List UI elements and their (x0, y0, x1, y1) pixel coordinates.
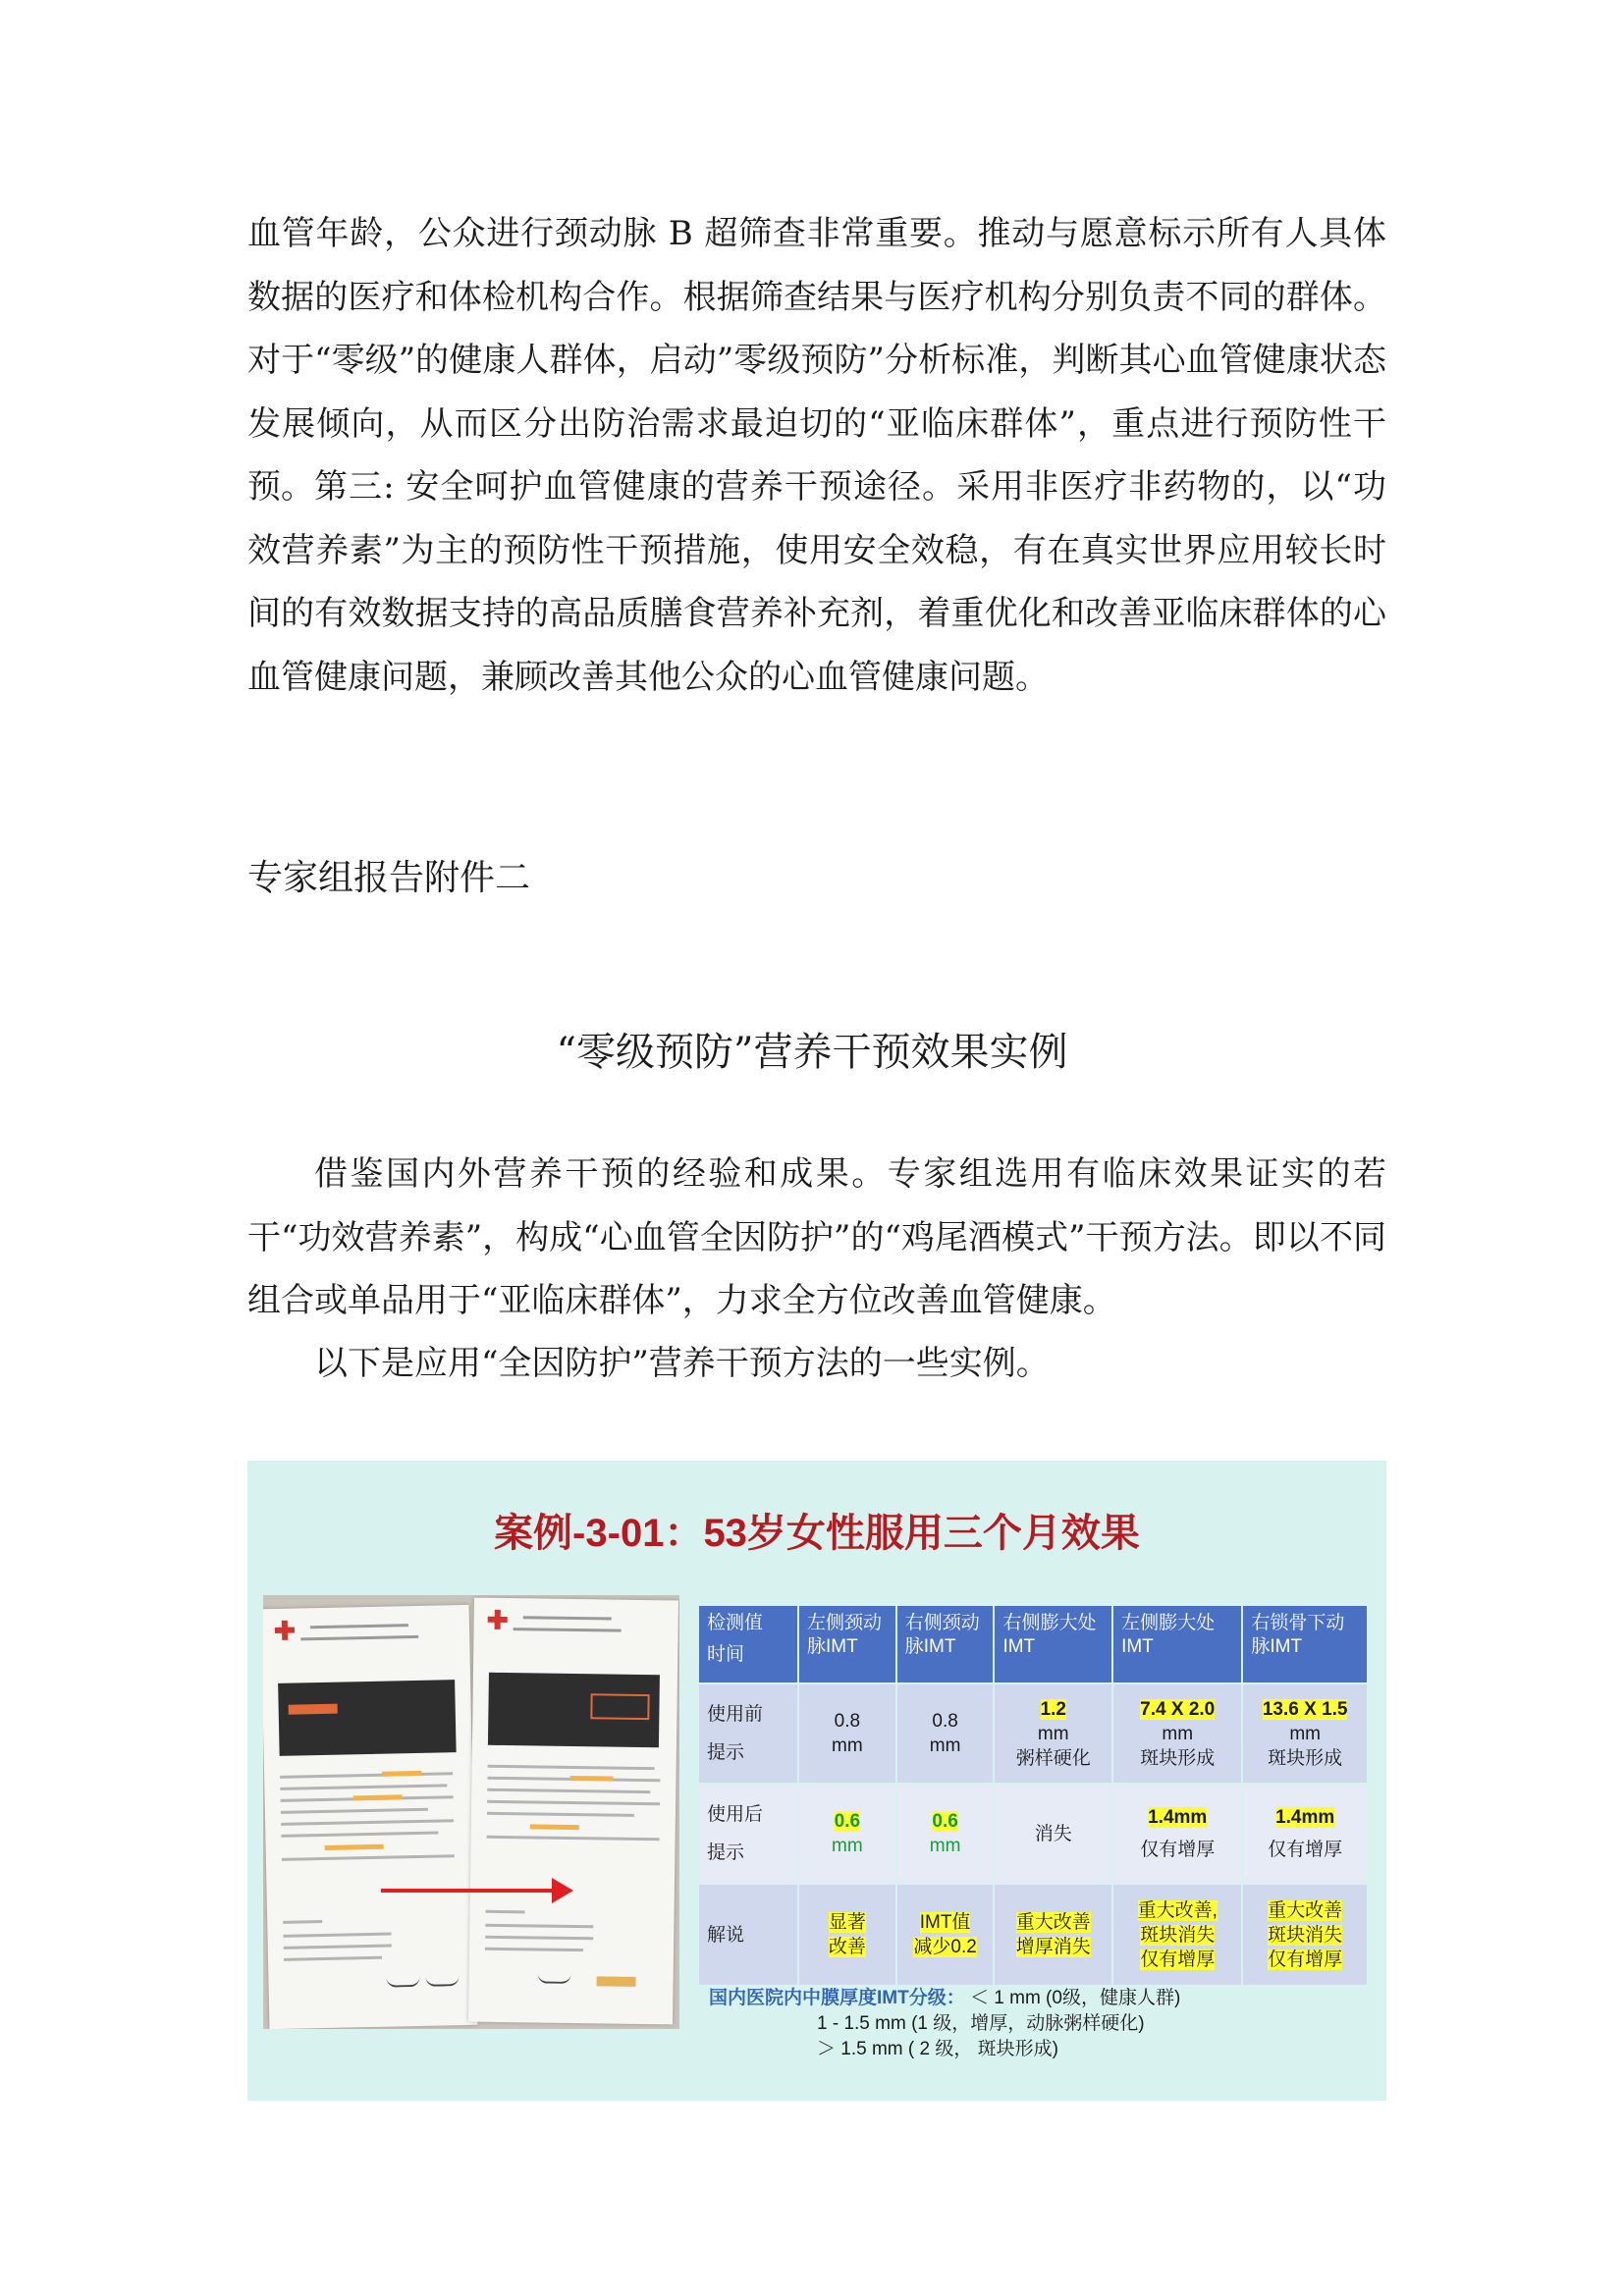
table-row-before (699, 1684, 1367, 1783)
hospital-cross-icon (275, 1621, 295, 1640)
paragraph-3: 借鉴国内外营养干预的经验和成果。专家组选用有临床效果证实的若干“功效营养素”，构成“心血管全因防护”的“鸡尾酒模式”干预方法。即以不同组合或单品用于“亚临床群体”，力求全方位改善血管健康。 (247, 1154, 1386, 1320)
paragraph-1: 血管年龄，公众进行颈动脉 B 超筛查非常重要。推动与愿意标示所有人具体数据的医疗和体检机构合作。根据筛查结果与医疗机构分别负责不同的群体。对于“零级”的健康人群体，启动”零级预防”分析标准，判断其心血管健康状态发展倾向，从而区分出防治需求最迫切的“亚临床群体”，重点进行预防性干预。 (247, 214, 1386, 507)
table-cell: 0.6 mm (799, 1785, 895, 1883)
row-header: 解说 (699, 1885, 797, 1985)
hospital-cross-icon (488, 1610, 508, 1629)
table-row-explain (699, 1885, 1367, 1985)
table-cell: 0.8 mm (897, 1684, 994, 1783)
annex-heading: 专家组报告附件二 (247, 858, 531, 898)
paragraph-4: 以下是应用“全因防护”营养干预方法的一些实例。 (314, 1344, 1050, 1383)
table-corner-header: 检测值 时间 (699, 1606, 797, 1682)
table-cell: 0.6 mm (897, 1785, 994, 1883)
table-cell: 重大改善 斑块消失 仅有增厚 (1243, 1885, 1367, 1985)
grading-label: 国内医院内中膜厚度IMT分级： (709, 1988, 965, 2008)
table-header-row (699, 1606, 1367, 1682)
table-cell: 重大改善, 斑块消失 仅有增厚 (1113, 1885, 1241, 1985)
column-header: 右侧膨大处IMT (995, 1606, 1111, 1682)
report-photo (263, 1595, 679, 2029)
ultrasound-image (488, 1673, 660, 1747)
grading-line-3: ＞ 1.5 mm ( 2 级， 斑块形成) (817, 2039, 1058, 2059)
table-cell: 7.4 X 2.0 mm 斑块形成 (1113, 1684, 1241, 1783)
table-cell: 1.2 mm 粥样硬化 (995, 1684, 1111, 1783)
document-title: “零级预防”营养干预效果实例 (556, 1030, 1068, 1075)
column-header: 左侧颈动脉IMT (799, 1606, 895, 1682)
table-row-after (699, 1785, 1367, 1883)
column-header: 右锁骨下动脉IMT (1243, 1606, 1367, 1682)
column-header: 右侧颈动脉IMT (897, 1606, 994, 1682)
table-cell: 1.4mm 仅有增厚 (1113, 1785, 1241, 1883)
red-arrow-icon (381, 1876, 573, 1905)
report-sheet-after (468, 1598, 678, 2025)
table-cell: 1.4mm 仅有增厚 (1243, 1785, 1367, 1883)
table-cell: 显著 改善 (799, 1885, 895, 1985)
imt-table (697, 1604, 1369, 1987)
grading-line-2: 1 - 1.5 mm (1 级，增厚，动脉粥样硬化) (817, 2013, 1145, 2034)
row-header: 使用前 提示 (699, 1684, 797, 1783)
report-sheet-before (263, 1605, 477, 2029)
table-cell: 0.8 mm (799, 1684, 895, 1783)
row-header: 使用后 提示 (699, 1785, 797, 1883)
table-cell: 消失 (995, 1785, 1111, 1883)
table-cell: 重大改善 增厚消失 (995, 1885, 1111, 1985)
case-slide (247, 1461, 1386, 2101)
table-cell: IMT值 减少0.2 (897, 1885, 994, 1985)
table-cell: 13.6 X 1.5 mm 斑块形成 (1243, 1684, 1367, 1783)
ultrasound-image (278, 1680, 457, 1756)
imt-grading-note (709, 1986, 1180, 2062)
slide-title: 案例-3-01：53岁女性服用三个月效果 (494, 1512, 1140, 1555)
column-header: 左侧膨大处IMT (1113, 1606, 1241, 1682)
paragraph-2: 第三: 安全呵护血管健康的营养干预途径。采用非医疗非药物的，以“功效营养素”为主的预防性干预措施，使用安全效稳，有在真实世界应用较长时间的有效数据支持的高品质膳食营养补充剂，着重优化和改善亚临床群体的心血管健康问题，兼顾改善其他公众的心血管健康问题。 (247, 467, 1386, 697)
grading-line-1: ＜ 1 mm (0级，健康人群) (970, 1988, 1181, 2008)
